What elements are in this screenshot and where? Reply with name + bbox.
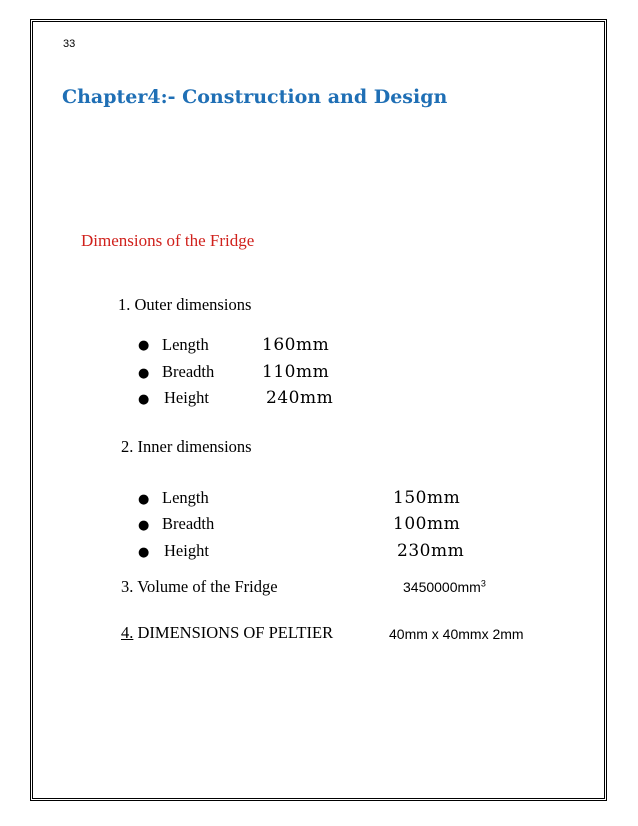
outer-breadth-value: 110mm xyxy=(262,362,330,382)
volume-value: $3450000mm^3$ xyxy=(403,578,486,595)
volume-label: 3. Volume of the Fridge xyxy=(121,577,278,596)
bullet-icon: ● xyxy=(138,518,150,533)
outer-height-label: Height xyxy=(164,388,209,407)
bullet-icon: ● xyxy=(138,545,150,560)
section-title: Dimensions of the Fridge xyxy=(81,231,255,250)
bullet-icon: ● xyxy=(138,492,150,507)
outer-length-value: 160mm xyxy=(262,335,330,355)
bullet-icon: ● xyxy=(138,392,150,407)
bullet-icon: ● xyxy=(138,338,150,353)
bullet-icon: ● xyxy=(138,366,150,381)
peltier-label: DIMENSIONS OF PELTIER xyxy=(137,623,334,642)
peltier-number: 4. xyxy=(121,623,134,642)
page-border xyxy=(30,19,607,801)
inner-breadth-label: Breadth xyxy=(162,514,215,533)
inner-height-label: Height xyxy=(164,541,209,560)
peltier-value: 40mm x 40mmx 2mm xyxy=(389,626,524,642)
peltier-heading xyxy=(121,623,333,643)
inner-height-value: 230mm xyxy=(397,541,465,561)
page-number: 33 xyxy=(63,38,76,50)
inner-breadth-value: 100mm xyxy=(393,514,461,534)
inner-length-value: 150mm xyxy=(393,488,461,508)
outer-length-label: Length xyxy=(162,335,209,354)
inner-length-label: Length xyxy=(162,488,209,507)
outer-dimensions-heading: 1. Outer dimensions xyxy=(118,295,252,314)
chapter-title: Chapter4:- Construction and Design xyxy=(62,86,448,108)
volume-unit-superscript: 3 xyxy=(480,578,486,589)
outer-breadth-label: Breadth xyxy=(162,362,215,381)
outer-height-value: 240mm xyxy=(266,388,334,408)
inner-dimensions-heading: 2. Inner dimensions xyxy=(121,437,252,456)
